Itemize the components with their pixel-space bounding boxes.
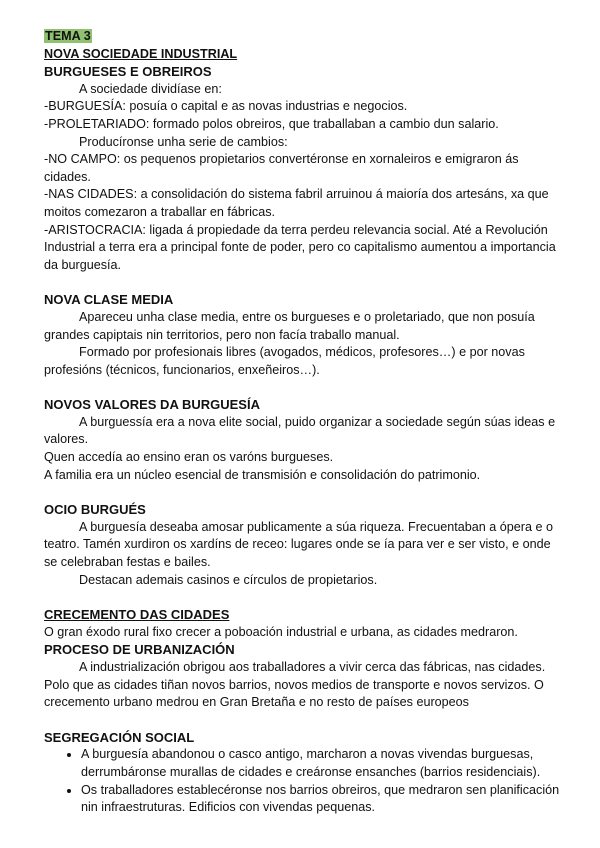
paragraph: Formado por profesionais libres (avogados, médicos, profesores…) e por novas profesións (técnicos, funcionarios, enxeñeiros…).: [44, 345, 525, 377]
section-heading: CRECEMENTO DAS CIDADES: [44, 607, 230, 623]
paragraph: A sociedade dividíase en:: [79, 81, 222, 96]
paragraph: Apareceu unha clase media, entre os burgueses e o proletariado, que non posuía grandes capiptais nin territorios, pero non facía traballo manual.: [44, 309, 535, 342]
document-title: NOVA SOCIEDADE INDUSTRIAL: [44, 46, 238, 61]
section-heading: NOVOS VALORES DA BURGUESÍA: [44, 397, 260, 413]
paragraph: A industrialización obrigou aos traballadores a vivir cerca das fábricas, nas cidades. Polo que as cidades tiñan novos barrios, novos medios de transporte e novos servizos. O crecemento urbano medrou en Gran Bretaña e no resto de países europeos: [44, 660, 546, 710]
topic-highlight: TEMA 3: [45, 29, 91, 43]
document-body: [44, 28, 564, 817]
paragraph: -NAS CIDADES: a consolidación do sistema fabril arruinou á maioría dos artesáns, xa que moitos comezaron a traballar en fábricas.: [44, 187, 549, 219]
paragraph: O gran éxodo rural fixo crecer a poboación industrial e urbana, as cidades medraron.: [44, 624, 518, 639]
paragraph: -NO CAMPO: os pequenos propietarios convertéronse en xornaleiros e emigraron ás cidades.: [44, 152, 519, 184]
spacer: [44, 712, 564, 729]
paragraph: -ARISTOCRACIA: ligada á propiedade da terra perdeu relevancia social. Até a Revolución Industrial a terra era a principal fonte de poder, pero co capitalismo aumentou a importancia da burguesía.: [44, 222, 556, 272]
paragraph: A burguessía era a nova elite social, puido organizar a sociedade según súas ideas e valores.: [44, 414, 556, 447]
paragraph: A familia era un núcleo esencial de transmisión e consolidación do patrimonio.: [44, 467, 481, 482]
list-item: • Os traballadores establecéronse nos barrios obreiros, que medraron sen planificación nin infraestruturas. Edificios con vivendas pequenas.: [81, 782, 564, 817]
paragraph: Quen accedía ao ensino eran os varóns burgueses.: [44, 450, 334, 465]
section-heading: SEGREGACIÓN SOCIAL: [44, 729, 195, 745]
paragraph: Producíronse unha serie de cambios:: [79, 134, 288, 149]
section-heading: PROCESO DE URBANIZACIÓN: [44, 642, 235, 658]
section-heading: BURGUESES E OBREIROS: [44, 64, 212, 80]
list-item: • A burguesía abandonou o casco antigo, marcharon a novas vivendas burguesas, derrumbáronse murallas de cidades e creáronse ensanches (barrios residenciais).: [81, 746, 564, 781]
paragraph: -BURGUESÍA: posuía o capital e as novas industrias e negocios.: [44, 99, 408, 114]
bullet-list: [44, 746, 564, 816]
spacer: [44, 379, 564, 396]
paragraph: Destacan ademais casinos e círculos de propietarios.: [79, 572, 378, 587]
section-heading: NOVA CLASE MEDIA: [44, 292, 174, 308]
section-heading: OCIO BURGUÉS: [44, 502, 146, 518]
spacer: [44, 589, 564, 606]
paragraph: A burguesía deseaba amosar publicamente a súa riqueza. Frecuentaban a ópera e o teatro. Tamén xurdiron os xardíns de receo: lugares onde se ía para ver e ser visto, e onde se celebraban festas e bailes.: [44, 519, 553, 570]
topic-label: [44, 28, 564, 46]
spacer: [44, 274, 564, 291]
spacer: [44, 484, 564, 501]
paragraph: -PROLETARIADO: formado polos obreiros, que traballaban a cambio dun salario.: [44, 116, 499, 131]
